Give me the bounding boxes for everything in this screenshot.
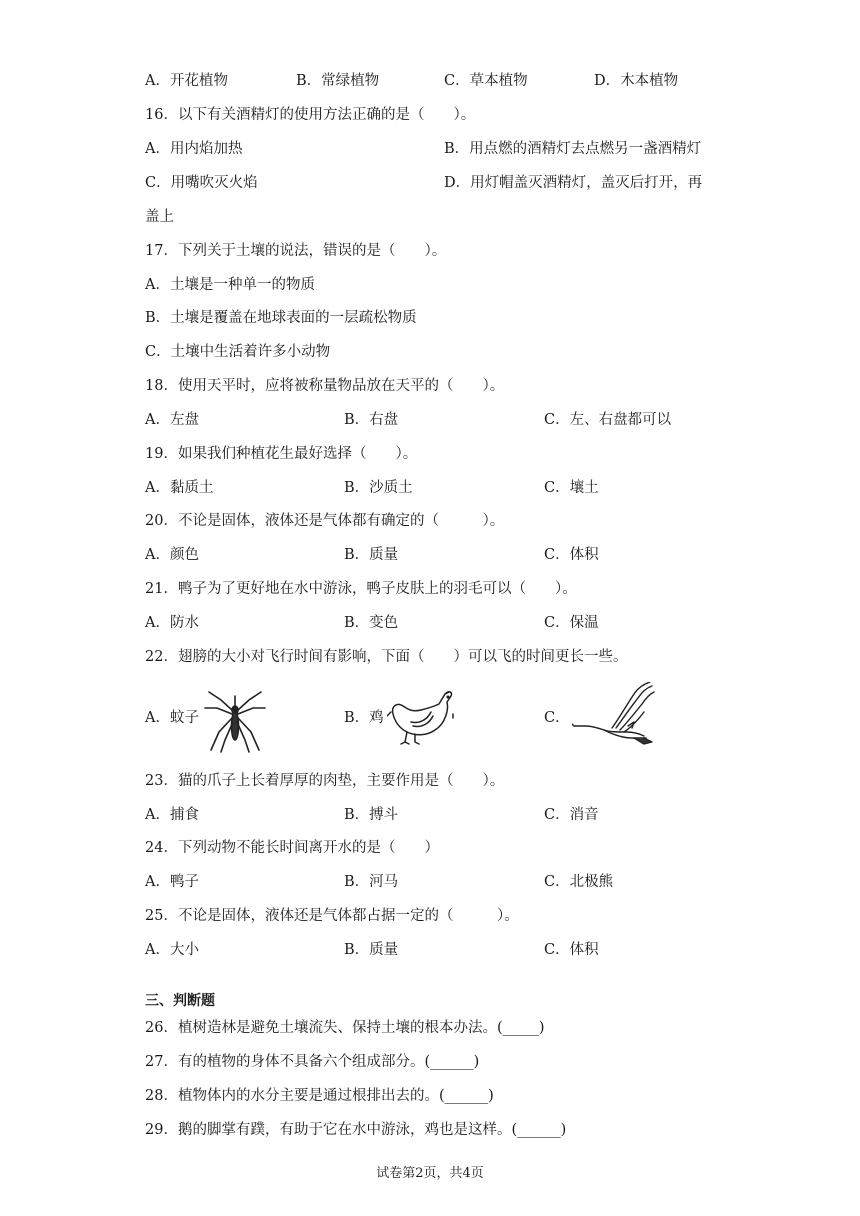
q16-option-c: C．用嘴吹灭火焰	[145, 175, 258, 191]
q18-option-b: B．右盘	[344, 412, 399, 428]
q20-options-row	[0, 545, 860, 565]
q18-stem: 18．使用天平时，应将被称量物品放在天平的（ ）。	[145, 378, 505, 394]
q16-option-b: B．用点燃的酒精灯去点燃另一盏酒精灯	[444, 141, 702, 157]
crane-icon	[572, 682, 656, 748]
q23-option-b: B．搏斗	[344, 807, 399, 823]
q20-option-c: C．体积	[544, 547, 599, 563]
q24-option-b: B．河马	[344, 874, 399, 890]
q16-option-d: D．用灯帽盖灭酒精灯，盖灭后打开，再	[444, 175, 703, 191]
q19-stem: 19．如果我们种植花生最好选择（ ）。	[145, 446, 418, 462]
q25-option-c: C．体积	[544, 942, 599, 958]
q19-option-a: A．黏质土	[145, 480, 214, 496]
section-title-judgement: 三、判断题	[145, 993, 215, 1009]
q19-option-b: B．沙质土	[344, 480, 413, 496]
q19-options-row	[0, 478, 860, 498]
q23-option-a: A．捕食	[145, 807, 199, 823]
mosquito-icon	[203, 688, 267, 754]
q24-stem: 24．下列动物不能长时间离开水的是（ ）	[145, 840, 439, 856]
q21-option-b: B．变色	[344, 615, 399, 631]
q17-option-a: A．土壤是一种单一的物质	[145, 277, 315, 293]
q24-option-c: C．北极熊	[544, 874, 614, 890]
q20-option-a: A．颜色	[145, 547, 199, 563]
q16-option-a: A．用内焰加热	[145, 141, 243, 157]
q23-stem: 23．猫的爪子上长着厚厚的肉垫，主要作用是（ ）。	[145, 773, 505, 789]
q16-options-row-1	[0, 139, 860, 159]
q17-stem: 17．下列关于土壤的说法，错误的是（ ）。	[145, 243, 447, 259]
q17-option-b: B．土壤是覆盖在地球表面的一层疏松物质	[145, 310, 417, 326]
judgement-item-28: 28．植物体内的水分主要是通过根排出去的。(______)	[145, 1088, 494, 1104]
page-footer: 试卷第2页，共4页	[376, 1166, 484, 1181]
chicken-icon	[387, 690, 457, 746]
q24-option-a: A．鸭子	[145, 874, 199, 890]
q22-option-b: B．鸡	[344, 710, 384, 726]
q16-stem: 16．以下有关酒精灯的使用方法正确的是（ ）。	[145, 107, 476, 123]
q22-option-c: C．	[544, 710, 570, 726]
q21-option-c: C．保温	[544, 615, 599, 631]
q18-option-a: A．左盘	[145, 412, 199, 428]
q25-options-row	[0, 940, 860, 960]
q15-option-a: A．开花植物	[145, 73, 228, 89]
q15-options-row	[0, 71, 860, 91]
q22-stem: 22．翅膀的大小对飞行时间有影响，下面（ ）可以飞的时间更长一些。	[145, 649, 628, 665]
q25-option-b: B．质量	[344, 942, 399, 958]
q15-option-c: C．草本植物	[444, 73, 528, 89]
q22-option-a: A．蚊子	[145, 710, 199, 726]
q25-stem: 25．不论是固体，液体还是气体都占据一定的（ ）。	[145, 908, 519, 924]
q16-options-row-2	[0, 173, 860, 193]
q16-option-d-continued: 盖上	[145, 209, 174, 225]
q19-option-c: C．壤土	[544, 480, 599, 496]
q21-stem: 21．鸭子为了更好地在水中游泳，鸭子皮肤上的羽毛可以（ ）。	[145, 581, 577, 597]
q20-option-b: B．质量	[344, 547, 399, 563]
judgement-item-26: 26．植树造林是避免土壤流失、保持土壤的根本办法。(_____)	[145, 1020, 545, 1036]
judgement-item-27: 27．有的植物的身体不具备六个组成部分。(______)	[145, 1054, 480, 1070]
q15-option-d: D．木本植物	[594, 73, 679, 89]
q20-stem: 20．不论是固体，液体还是气体都有确定的（ ）。	[145, 513, 505, 529]
q17-option-c: C．土壤中生活着许多小动物	[145, 344, 331, 360]
q18-options-row	[0, 410, 860, 430]
q24-options-row	[0, 872, 860, 892]
q21-option-a: A．防水	[145, 615, 199, 631]
q23-options-row	[0, 805, 860, 825]
q15-option-b: B．常绿植物	[296, 73, 380, 89]
q23-option-c: C．消音	[544, 807, 599, 823]
q25-option-a: A．大小	[145, 942, 199, 958]
judgement-item-29: 29．鹅的脚掌有蹼，有助于它在水中游泳，鸡也是这样。(______)	[145, 1122, 567, 1138]
q18-option-c: C．左、右盘都可以	[544, 412, 672, 428]
q21-options-row	[0, 613, 860, 633]
